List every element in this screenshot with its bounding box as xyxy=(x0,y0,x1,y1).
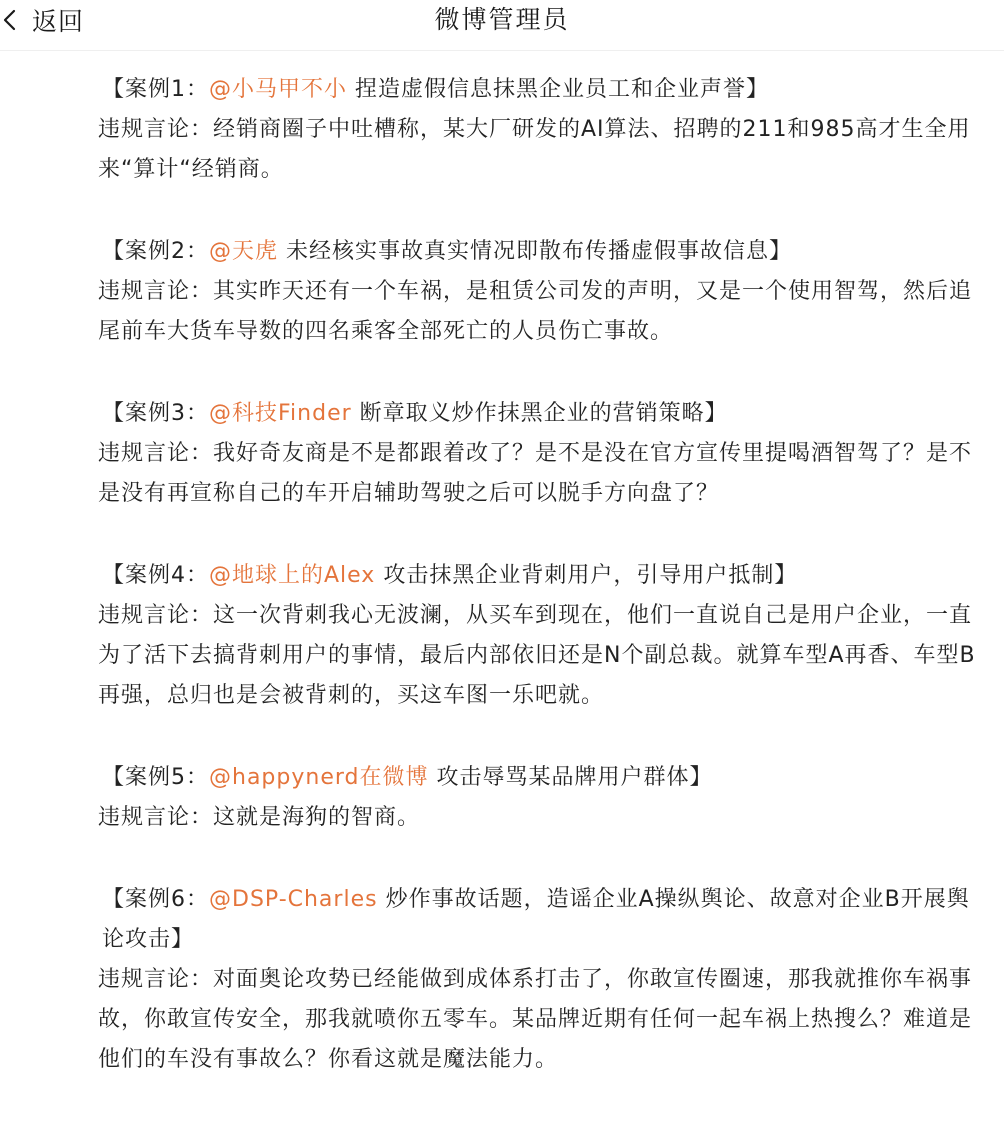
case-item xyxy=(98,232,978,352)
case-violation-type: 炒作事故话题，造谣企业A操纵舆论、故意对企业B开展舆论攻击】 xyxy=(102,887,970,952)
nav-bar xyxy=(0,0,1004,46)
user-mention-link[interactable]: @小马甲不小 xyxy=(209,77,348,102)
case-statement: 违规言论：我好奇友商是不是都跟着改了？是不是没在官方宣传里提喝酒智驾了？是不是没有再宣称自己的车开启辅助驾驶之后可以脱手方向盘了？ xyxy=(98,441,973,506)
case-item xyxy=(98,394,978,514)
case-statement: 违规言论：这就是海狗的智商。 xyxy=(98,805,421,830)
case-statement: 违规言论：对面奥论攻势已经能做到成体系打击了，你敢宣传圈速，那我就推你车祸事故，你敢宣传安全，那我就喷你五零车。某品牌近期有任何一起车祸上热搜么？难道是他们的车没有事故么？你看这就是魔法能力。 xyxy=(98,967,973,1072)
case-header xyxy=(102,758,978,798)
case-violation-type: 未经核实事故真实情况即散布传播虚假事故信息】 xyxy=(278,239,793,264)
case-header xyxy=(102,232,978,272)
case-violation-type: 断章取义炒作抹黑企业的营销策略】 xyxy=(351,401,728,426)
case-label: 【案例5： xyxy=(102,765,209,790)
case-statement: 违规言论：经销商圈子中吐槽称，某大厂研发的AI算法、招聘的211和985高才生全用来“算计“经销商。 xyxy=(98,117,971,182)
case-label: 【案例1： xyxy=(102,77,209,102)
case-violation-type: 攻击抹黑企业背刺用户，引导用户抵制】 xyxy=(375,563,798,588)
user-mention-link[interactable]: @地球上的Alex xyxy=(209,563,376,588)
case-item xyxy=(98,556,978,716)
user-mention-link[interactable]: @天虎 xyxy=(209,239,279,264)
user-mention-link[interactable]: @科技Finder xyxy=(209,401,352,426)
case-violation-type: 捏造虚假信息抹黑企业员工和企业声誉】 xyxy=(347,77,770,102)
back-label: 返回 xyxy=(32,7,85,36)
user-mention-link[interactable]: @DSP-Charles xyxy=(209,887,378,912)
case-item xyxy=(98,758,978,838)
case-statement: 违规言论：其实昨天还有一个车祸，是租赁公司发的声明，又是一个使用智驾，然后追尾前车大货车导数的四名乘客全部死亡的人员伤亡事故。 xyxy=(98,279,973,344)
case-label: 【案例6： xyxy=(102,887,209,912)
case-item xyxy=(98,70,978,190)
case-label: 【案例2： xyxy=(102,239,209,264)
case-header xyxy=(102,556,978,596)
case-statement: 违规言论：这一次背刺我心无波澜，从买车到现在，他们一直说自己是用户企业，一直为了活下去搞背刺用户的事情，最后内部依旧还是N个副总裁。就算车型A再香、车型B再强，总归也是会被背刺的，买这车图一乐吧就。 xyxy=(98,603,976,708)
case-label: 【案例4： xyxy=(102,563,209,588)
case-header xyxy=(102,394,978,434)
nav-divider xyxy=(0,50,1004,51)
case-header xyxy=(102,880,978,960)
user-mention-link[interactable]: @happynerd在微博 xyxy=(209,765,429,790)
case-violation-type: 攻击辱骂某品牌用户群体】 xyxy=(428,765,713,790)
case-header xyxy=(102,70,978,110)
case-item xyxy=(98,880,978,1080)
case-list xyxy=(98,70,978,1122)
case-label: 【案例3： xyxy=(102,401,209,426)
page-title: 微博管理员 xyxy=(434,5,570,34)
